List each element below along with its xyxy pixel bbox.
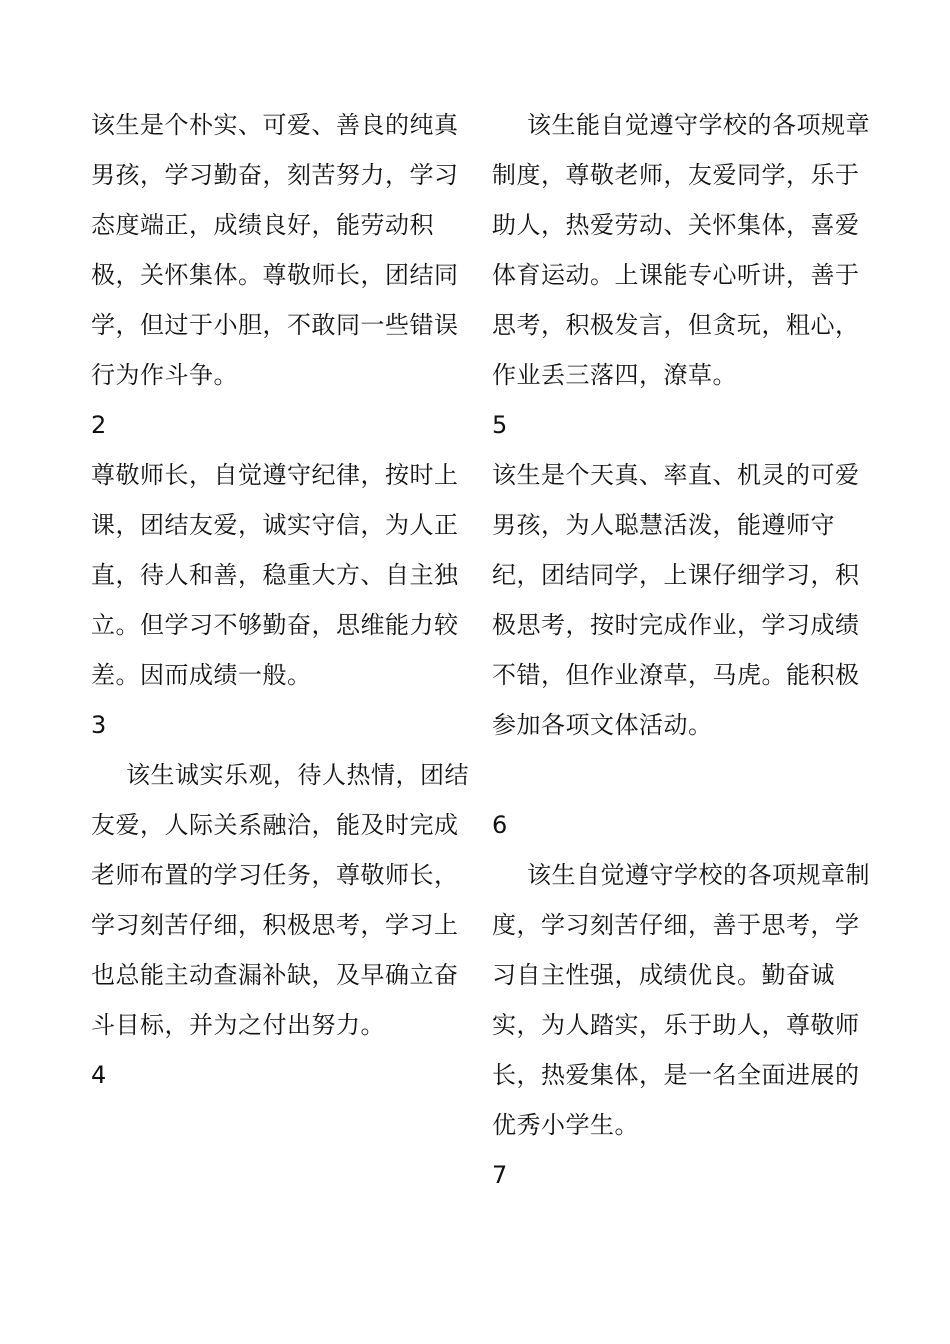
comment-paragraph-2: 尊敬师长，自觉遵守纪律，按时上课，团结友爱，诚实守信，为人正直，待人和善，稳重大方、自主独立。但学习不够勤奋，思维能力较差。因而成绩一般。 xyxy=(91,461,459,689)
left-column xyxy=(91,100,471,1100)
item-number-4: 4 xyxy=(91,1061,107,1089)
item-number-5: 5 xyxy=(492,411,508,439)
comment-paragraph-3: 该生诚实乐观，待人热情，团结友爱，人际关系融洽，能及时完成老师布置的学习任务，尊敬师长，学习刻苦仔细，积极思考，学习上也总能主动查漏补缺，及早确立奋斗目标，并为之付出努力。 xyxy=(91,761,469,1039)
comment-paragraph-4: 该生能自觉遵守学校的各项规章制度，尊敬老师，友爱同学，乐于助人，热爱劳动、关怀集体，喜爱体育运动。上课能专心听讲，善于思考，积极发言，但贪玩，粗心，作业丢三落四，潦草。 xyxy=(492,111,870,389)
comment-paragraph-6: 该生自觉遵守学校的各项规章制度，学习刻苦仔细，善于思考，学习自主性强，成绩优良。勤奋诚实，为人踏实，乐于助人，尊敬师长，热爱集体，是一名全面进展的优秀小学生。 xyxy=(492,861,870,1139)
item-number-3: 3 xyxy=(91,711,107,739)
blank-line xyxy=(492,750,872,800)
item-number-2: 2 xyxy=(91,411,107,439)
comment-paragraph-5: 该生是个天真、率直、机灵的可爱男孩，为人聪慧活泼，能遵师守纪，团结同学，上课仔细学习，积极思考，按时完成作业，学习成绩不错，但作业潦草，马虎。能积极参加各项文体活动。 xyxy=(492,461,860,739)
right-column xyxy=(492,100,872,1200)
comment-paragraph-1: 该生是个朴实、可爱、善良的纯真男孩，学习勤奋，刻苦努力，学习态度端正，成绩良好，能劳动积极，关怀集体。尊敬师长，团结同学，但过于小胆，不敢同一些错误行为作斗争。 xyxy=(91,111,459,389)
item-number-6: 6 xyxy=(492,811,508,839)
item-number-7: 7 xyxy=(492,1161,508,1189)
